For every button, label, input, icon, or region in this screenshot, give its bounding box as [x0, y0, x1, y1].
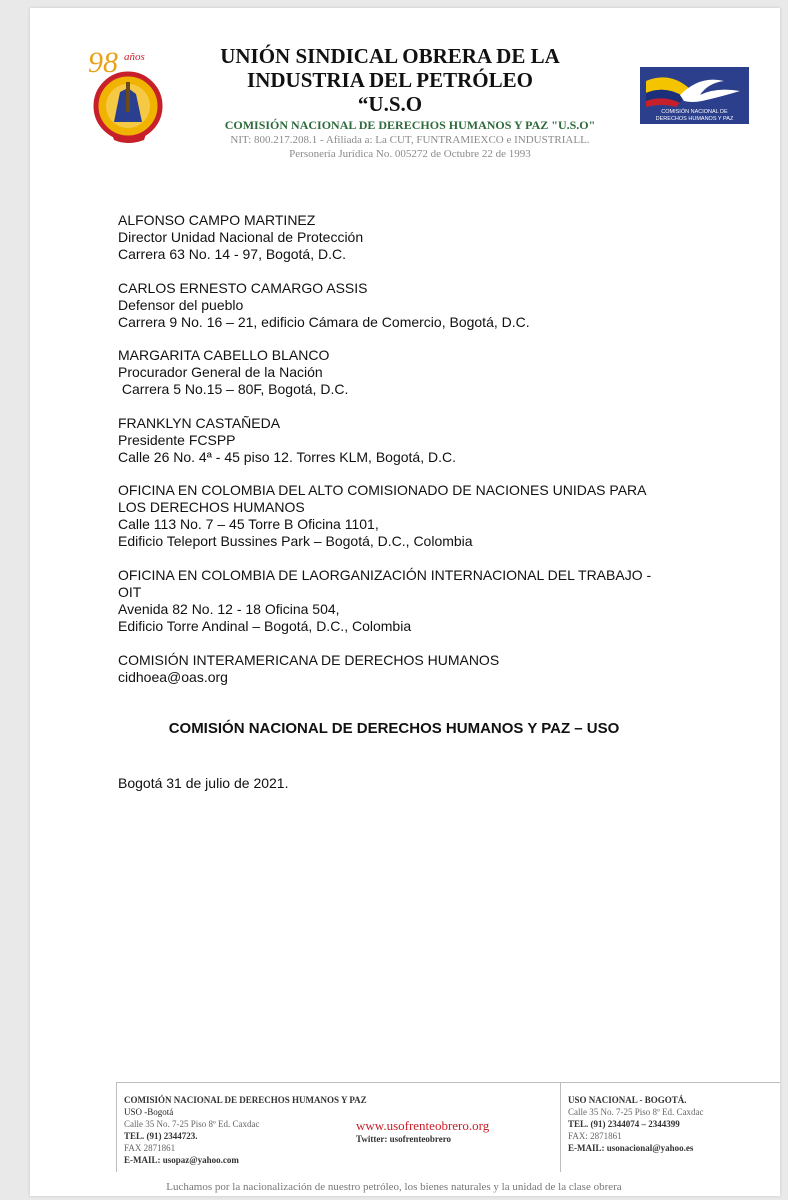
org-title [190, 44, 590, 116]
document-date: Bogotá 31 de julio de 2021. [118, 775, 289, 791]
right-logo-text2: DERECHOS HUMANOS Y PAZ [655, 116, 734, 122]
recipient-address: Carrera 5 No.15 – 80F, Bogotá, D.C. [118, 381, 349, 397]
recipient-block [118, 482, 738, 550]
recipient-address: Carrera 9 No. 16 – 21, edificio Cámara de Comercio, Bogotá, D.C. [118, 314, 530, 330]
org-title-line2: INDUSTRIA DEL PETRÓLEO [247, 68, 533, 92]
footer-right-address: Calle 35 No. 7-25 Piso 8º Ed. Caxdac [568, 1107, 704, 1117]
org-title-line1: UNIÓN SINDICAL OBRERA DE LA [220, 44, 560, 68]
footer-left-tel: TEL. (91) 2344723. [124, 1131, 198, 1141]
org-subtitle [170, 118, 650, 161]
recipient-name: FRANKLYN CASTAÑEDA [118, 415, 281, 431]
footer-left-fax: FAX 2871861 [124, 1143, 176, 1153]
recipient-block [118, 347, 738, 398]
commission-heading: COMISIÓN NACIONAL DE DERECHOS HUMANOS Y PAZ – USO [168, 720, 620, 737]
recipient-name: CARLOS ERNESTO CAMARGO ASSIS [118, 280, 368, 296]
recipient-block [118, 652, 738, 686]
recipient-name-cont: LOS DERECHOS HUMANOS [118, 499, 305, 515]
footer-right-tel: TEL. (91) 2344074 – 2344399 [568, 1119, 680, 1129]
recipient-block [118, 567, 738, 635]
dhp-commission-logo [640, 67, 749, 124]
commission-line: COMISIÓN NACIONAL DE DERECHOS HUMANOS Y PAZ "U.S.O" [224, 118, 596, 132]
org-title-line3: “U.S.O [357, 92, 423, 116]
recipient-name-cont: OIT [118, 584, 142, 600]
footer-motto: Luchamos por la nacionalización de nuestro petróleo, los bienes naturales y la unidad de la clase obrera [166, 1181, 622, 1193]
footer-right-contact [568, 1094, 704, 1154]
footer-right-fax: FAX: 2871861 [568, 1131, 622, 1141]
footer-right-border [560, 1082, 561, 1172]
footer-right-email: E-MAIL: usonacional@yahoo.es [568, 1143, 694, 1153]
logo-years-number: 98 [88, 46, 118, 79]
footer-right-title: USO NACIONAL - BOGOTÁ. [568, 1095, 687, 1105]
recipient-address-cont: Edificio Torre Andinal – Bogotá, D.C., Colombia [118, 618, 412, 634]
recipient-position: Presidente FCSPP [118, 432, 236, 448]
footer-left-contact [124, 1094, 367, 1166]
recipient-name: COMISIÓN INTERAMERICANA DE DERECHOS HUMANOS [118, 652, 500, 668]
recipient-position: Defensor del pueblo [118, 297, 244, 313]
recipient-block [118, 212, 738, 263]
footer-left-email: E-MAIL: usopaz@yahoo.com [124, 1155, 239, 1165]
personeria-line: Personería Jurídica No. 005272 de Octubre 22 de 1993 [289, 148, 531, 160]
recipient-email: cidhoea@oas.org [118, 669, 228, 685]
recipient-block [118, 415, 738, 466]
recipient-address-cont: Edificio Teleport Bussines Park – Bogotá, D.C., Colombia [118, 533, 473, 549]
footer-left-title: COMISIÓN NACIONAL DE DERECHOS HUMANOS Y PAZ [124, 1095, 367, 1105]
recipient-address: Carrera 63 No. 14 - 97, Bogotá, D.C. [118, 246, 346, 262]
uso-98-years-logo [84, 42, 174, 152]
recipient-address: Calle 26 No. 4ª - 45 piso 12. Torres KLM, Bogotá, D.C. [118, 449, 456, 465]
footer-twitter: Twitter: usofrenteobrero [356, 1134, 452, 1144]
recipient-name: OFICINA EN COLOMBIA DEL ALTO COMISIONADO DE NACIONES UNIDAS PARA [118, 482, 647, 498]
recipient-address: Calle 113 No. 7 – 45 Torre B Oficina 1101, [118, 516, 379, 532]
recipient-position: Procurador General de la Nación [118, 364, 323, 380]
recipient-name: ALFONSO CAMPO MARTINEZ [118, 212, 316, 228]
footer-middle [356, 1118, 489, 1145]
nit-line: NIT: 800.217.208.1 - Afiliada a: La CUT, FUNTRAMIEXCO e INDUSTRIALL. [230, 134, 590, 146]
right-logo-text1: COMISIÓN NACIONAL DE [661, 109, 728, 115]
footer-website-link[interactable]: www.usofrenteobrero.org [356, 1118, 490, 1133]
recipient-address: Avenida 82 No. 12 - 18 Oficina 504, [118, 601, 340, 617]
recipient-name: OFICINA EN COLOMBIA DE LAORGANIZACIÓN INTERNACIONAL DEL TRABAJO - [118, 567, 652, 583]
footer-left-address: Calle 35 No. 7-25 Piso 8º Ed. Caxdac [124, 1119, 260, 1129]
recipient-name: MARGARITA CABELLO BLANCO [118, 347, 330, 363]
recipient-block [118, 280, 738, 331]
footer-left-city: USO -Bogotá [124, 1107, 174, 1117]
recipient-position: Director Unidad Nacional de Protección [118, 229, 364, 245]
logo-years-word: años [124, 51, 145, 63]
footer-left-border [116, 1082, 117, 1172]
